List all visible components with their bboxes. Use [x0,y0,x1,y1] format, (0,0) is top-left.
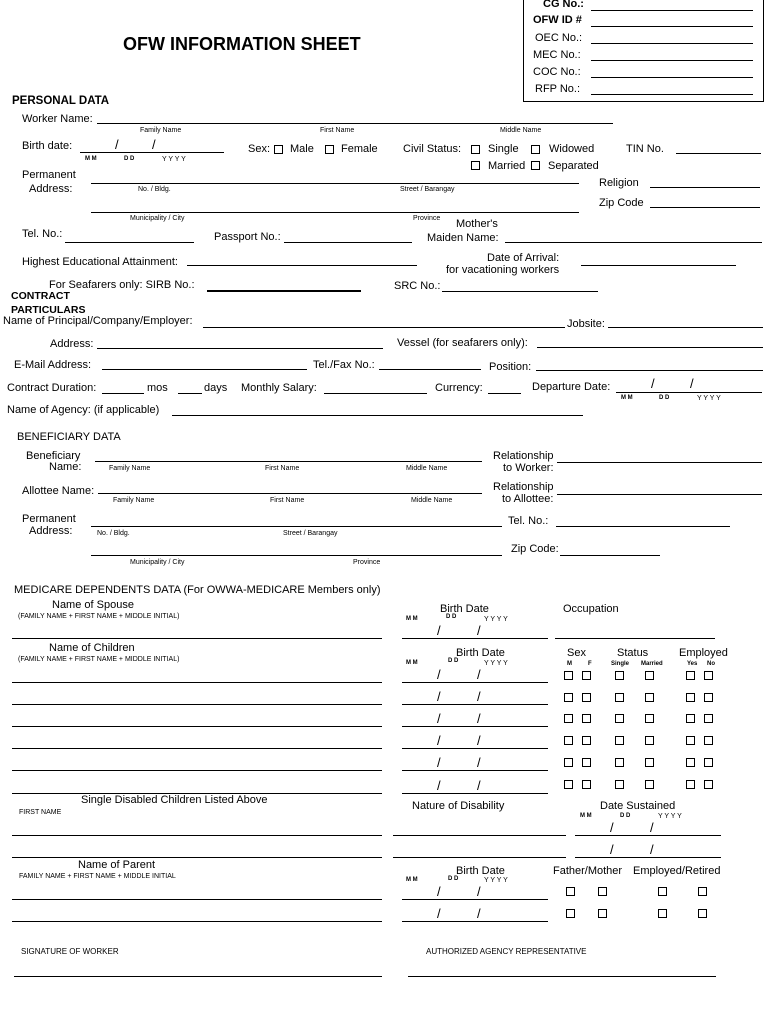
date-slash: / [437,778,441,793]
yyyy-caption: Y Y Y Y [484,660,508,667]
child-male-checkbox[interactable] [564,736,573,745]
family-name-caption: Family Name [113,497,155,504]
child-employed-no-checkbox[interactable] [704,736,713,745]
date-slash: / [437,689,441,704]
municipality-caption: Municipality / City [130,559,185,566]
municipality-caption: Municipality / City [130,215,185,222]
child-married-checkbox[interactable] [645,758,654,767]
rfp-label: RFP No.: [535,83,581,95]
child-female-checkbox[interactable] [582,780,591,789]
date-slash: / [651,376,655,391]
child-employed-yes-checkbox[interactable] [686,714,695,723]
date-sustained-field[interactable] [575,857,721,858]
relationship-label: Relationship [493,450,554,462]
relationship-label: Relationship [493,481,554,493]
cg-label: CG No.: [543,0,584,10]
child-name-field[interactable] [12,682,382,683]
relationship-worker-field[interactable] [557,462,762,463]
sex-col-label: Sex [567,647,586,659]
child-female-checkbox[interactable] [582,693,591,702]
civil-status-label: Civil Status: [403,143,462,155]
street-barangay-caption: Street / Barangay [283,530,338,537]
separated-checkbox[interactable] [531,161,540,170]
date-slash: / [477,906,481,921]
yyyy-caption: Y Y Y Y [162,156,186,163]
mm-caption: M M [406,616,418,622]
tin-field[interactable] [676,153,761,154]
currency-label: Currency: [435,382,483,394]
disabled-child-name-field[interactable] [12,835,382,836]
single-caption: Single [611,661,630,667]
dd-caption: D D [620,813,631,819]
mm-caption: M M [406,660,418,666]
position-field[interactable] [536,370,763,371]
maiden-name-label: Maiden Name: [427,232,499,244]
src-label: SRC No.: [394,280,441,292]
child-female-checkbox[interactable] [582,736,591,745]
duration-months-field[interactable] [102,393,144,394]
no-caption: No [707,661,715,667]
disability-nature-field[interactable] [393,857,566,858]
date-slash: / [477,667,481,682]
middle-name-caption: Middle Name [500,127,542,134]
departure-field[interactable] [616,392,762,393]
date-slash: / [690,376,694,391]
tel-label: Tel. No.: [22,228,63,240]
mec-field[interactable] [591,60,753,61]
telfax-field[interactable] [379,369,481,370]
child-birth-date-field[interactable] [402,793,548,794]
vessel-field[interactable] [537,347,763,348]
child-single-checkbox[interactable] [615,714,624,723]
parent-label: Name of Parent [78,859,156,871]
medicare-heading: MEDICARE DEPENDENTS DATA (For OWWA-MEDICARE Members only) [14,584,381,596]
child-employed-no-checkbox[interactable] [704,780,713,789]
date-slash: / [437,733,441,748]
parent-father-checkbox[interactable] [566,909,575,918]
child-employed-yes-checkbox[interactable] [686,693,695,702]
beneficiary-heading: BENEFICIARY DATA [17,431,121,443]
spouse-birth-date-label: Birth Date [440,603,489,615]
dd-caption: D D [446,614,457,620]
birth-date-field[interactable] [80,152,224,153]
mec-label: MEC No.: [533,49,581,61]
m-caption: M [567,661,572,667]
oec-label: OEC No.: [535,32,583,44]
f-caption: F [588,661,592,667]
beneficiary-tel-label: Tel. No.: [508,515,549,527]
date-slash: / [152,137,156,152]
child-name-field[interactable] [12,726,382,727]
middle-name-caption: Middle Name [406,465,448,472]
disability-nature-field[interactable] [393,835,566,836]
status-col-label: Status [617,647,649,659]
education-label: Highest Educational Attainment: [22,256,178,268]
dd-caption: D D [448,658,459,664]
mm-caption: M M [85,156,97,162]
province-caption: Province [413,215,441,222]
child-birth-date-field[interactable] [402,726,548,727]
duration-days-field[interactable] [178,393,202,394]
personal-data-heading: PERSONAL DATA [12,95,110,107]
dd-caption: D D [659,395,670,401]
child-married-checkbox[interactable] [645,780,654,789]
child-birth-date-field[interactable] [402,748,548,749]
sirb-field[interactable] [207,290,361,292]
sex-label: Sex: [248,143,271,155]
worker-name-field[interactable] [97,123,613,124]
passport-field[interactable] [284,242,412,243]
child-male-checkbox[interactable] [564,714,573,723]
mm-caption: M M [406,877,418,883]
separated-label: Separated [548,160,599,172]
dd-caption: D D [124,156,135,162]
beneficiary-municipality-field[interactable] [91,555,502,556]
position-label: Position: [489,361,532,373]
spouse-label: Name of Spouse [52,599,134,611]
mothers-label: Mother's [456,218,498,230]
first-name-caption: First Name [265,465,300,472]
parent-birth-date-label: Birth Date [456,865,505,877]
child-name-field[interactable] [12,748,382,749]
spouse-name-field[interactable] [12,638,382,639]
date-slash: / [650,820,654,835]
religion-field[interactable] [650,187,760,188]
permanent-label: Permanent [22,169,76,181]
parent-employed-checkbox[interactable] [658,887,667,896]
agency-label: Name of Agency: (if applicable) [7,404,160,416]
parent-retired-checkbox[interactable] [698,909,707,918]
employed-col-label: Employed [679,647,728,659]
date-slash: / [477,884,481,899]
coc-field[interactable] [591,77,753,78]
parent-employed-checkbox[interactable] [658,909,667,918]
child-employed-no-checkbox[interactable] [704,671,713,680]
child-married-checkbox[interactable] [645,736,654,745]
spouse-note: (FAMILY NAME + FIRST NAME + MIDDLE INITIAL) [18,613,180,620]
days-label: days [204,382,228,394]
sirb-label: For Seafarers only: SIRB No.: [49,279,195,291]
child-employed-yes-checkbox[interactable] [686,736,695,745]
religion-label: Religion [599,177,639,189]
no-bldg-caption: No. / Bldg. [138,186,171,193]
male-label: Male [290,143,314,155]
tel-field[interactable] [65,242,194,243]
married-caption: Married [641,661,663,667]
date-slash: / [477,733,481,748]
date-slash: / [437,623,441,638]
birth-date-label: Birth date: [22,140,73,152]
disabled-children-label: Single Disabled Children Listed Above [81,794,268,806]
tin-label: TIN No. [626,143,664,155]
child-employed-yes-checkbox[interactable] [686,780,695,789]
src-field[interactable] [442,291,598,292]
family-name-caption: Family Name [109,465,151,472]
first-name-caption: FIRST NAME [19,809,62,816]
duration-label: Contract Duration: [7,382,97,394]
worker-signature-label: SIGNATURE OF WORKER [21,947,119,956]
parent-father-checkbox[interactable] [566,887,575,896]
to-allottee-label: to Allottee: [502,493,554,505]
arrival-note: for vacationing workers [446,264,560,276]
parent-mother-checkbox[interactable] [598,887,607,896]
beneficiary-name-field[interactable] [95,461,482,462]
child-employed-yes-checkbox[interactable] [686,671,695,680]
email-field[interactable] [102,369,307,370]
mm-caption: M M [580,813,592,819]
parent-name-field[interactable] [12,921,382,922]
employed-retired-label: Employed/Retired [633,865,721,877]
worker-signature-field[interactable] [14,976,382,977]
salary-label: Monthly Salary: [241,382,317,394]
yes-caption: Yes [687,661,698,667]
parent-note: FAMILY NAME + FIRST NAME + MIDDLE INITIAL [19,873,176,880]
married-checkbox[interactable] [471,161,480,170]
date-slash: / [650,842,654,857]
married-label: Married [488,160,526,172]
date-slash: / [477,711,481,726]
vessel-label: Vessel (for seafarers only): [397,337,528,349]
arrival-label: Date of Arrival: [487,252,560,264]
departure-label: Departure Date: [532,381,611,393]
child-single-checkbox[interactable] [615,736,624,745]
father-mother-label: Father/Mother [553,865,623,877]
first-name-caption: First Name [270,497,305,504]
single-checkbox[interactable] [471,145,480,154]
female-checkbox[interactable] [325,145,334,154]
date-slash: / [437,884,441,899]
child-female-checkbox[interactable] [582,714,591,723]
spouse-birth-date-field[interactable] [402,638,548,639]
date-slash: / [477,689,481,704]
child-female-checkbox[interactable] [582,671,591,680]
page-title: OFW INFORMATION SHEET [123,34,361,54]
principal-field[interactable] [203,327,565,328]
child-male-checkbox[interactable] [564,780,573,789]
allottee-label: Allottee Name: [22,485,95,497]
single-label: Single [488,143,519,155]
child-birth-date-field[interactable] [402,770,548,771]
nature-disability-label: Nature of Disability [412,800,505,812]
beneficiary-label2: Name: [49,461,82,473]
male-checkbox[interactable] [274,145,283,154]
child-single-checkbox[interactable] [615,758,624,767]
education-field[interactable] [187,265,417,266]
date-sustained-label: Date Sustained [600,800,676,812]
beneficiary-address-field[interactable] [91,526,502,527]
occupation-label: Occupation [563,603,619,615]
date-slash: / [437,755,441,770]
date-slash: / [115,137,119,152]
female-label: Female [341,143,378,155]
ofw-id-label: OFW ID # [533,14,582,26]
permanent-address-field[interactable] [91,183,579,184]
province-caption: Province [353,559,381,566]
child-employed-no-checkbox[interactable] [704,714,713,723]
rfp-field[interactable] [591,94,753,95]
jobsite-label: Jobsite: [567,318,605,330]
widowed-label: Widowed [549,143,595,155]
yyyy-caption: Y Y Y Y [658,813,682,820]
child-birth-date-field[interactable] [402,682,548,683]
date-slash: / [437,906,441,921]
first-name-caption: First Name [320,127,355,134]
jobsite-field[interactable] [608,327,763,328]
child-married-checkbox[interactable] [645,714,654,723]
child-employed-yes-checkbox[interactable] [686,758,695,767]
address-label: Address: [29,525,73,537]
child-married-checkbox[interactable] [645,693,654,702]
zip-code-field[interactable] [650,207,760,208]
parent-birth-date-field[interactable] [402,921,548,922]
mm-caption: M M [621,395,633,401]
date-slash: / [610,820,614,835]
email-label: E-Mail Address: [14,359,92,371]
arrival-field[interactable] [581,265,736,266]
salary-field[interactable] [324,393,427,394]
contract-address-field[interactable] [97,348,383,349]
beneficiary-zip-field[interactable] [560,555,660,556]
date-slash: / [437,711,441,726]
cg-field[interactable] [591,10,753,11]
child-single-checkbox[interactable] [615,671,624,680]
principal-label: Name of Principal/Company/Employer: [3,315,193,327]
date-slash: / [477,623,481,638]
occupation-field[interactable] [555,638,715,639]
child-male-checkbox[interactable] [564,693,573,702]
parent-name-field[interactable] [12,899,382,900]
contract-heading-line2: PARTICULARS [11,304,86,316]
street-barangay-caption: Street / Barangay [400,186,455,193]
permanent-label: Permanent [22,513,76,525]
child-male-checkbox[interactable] [564,671,573,680]
child-employed-no-checkbox[interactable] [704,693,713,702]
to-worker-label: to Worker: [503,462,554,474]
widowed-checkbox[interactable] [531,145,540,154]
mos-label: mos [147,382,168,394]
child-female-checkbox[interactable] [582,758,591,767]
child-single-checkbox[interactable] [615,693,624,702]
children-label: Name of Children [49,642,135,654]
contract-address-label: Address: [50,338,94,350]
middle-name-caption: Middle Name [411,497,453,504]
address-label: Address: [29,183,73,195]
child-name-field[interactable] [12,770,382,771]
no-bldg-caption: No. / Bldg. [97,530,130,537]
oec-field[interactable] [591,43,753,44]
contract-heading-line1: CONTRACT [11,290,70,302]
parent-retired-checkbox[interactable] [698,887,707,896]
allottee-name-field[interactable] [98,493,482,494]
coc-label: COC No.: [533,66,581,78]
yyyy-caption: Y Y Y Y [697,395,721,402]
beneficiary-label1: Beneficiary [26,450,81,462]
telfax-label: Tel./Fax No.: [313,359,375,371]
date-slash: / [610,842,614,857]
children-birth-date-label: Birth Date [456,647,505,659]
child-male-checkbox[interactable] [564,758,573,767]
yyyy-caption: Y Y Y Y [484,877,508,884]
zip-code-label: Zip Code [599,197,644,209]
child-married-checkbox[interactable] [645,671,654,680]
maiden-name-field[interactable] [505,242,762,243]
child-employed-no-checkbox[interactable] [704,758,713,767]
passport-label: Passport No.: [214,231,281,243]
date-slash: / [477,778,481,793]
agency-field[interactable] [172,415,583,416]
family-name-caption: Family Name [140,127,182,134]
municipality-province-field[interactable] [91,212,579,213]
date-slash: / [477,755,481,770]
relationship-allottee-field[interactable] [557,494,762,495]
beneficiary-tel-field[interactable] [556,526,730,527]
date-slash: / [437,667,441,682]
worker-name-label: Worker Name: [22,113,93,125]
ofw-id-field[interactable] [591,26,753,27]
parent-birth-date-field[interactable] [402,899,548,900]
parent-mother-checkbox[interactable] [598,909,607,918]
yyyy-caption: Y Y Y Y [484,616,508,623]
child-single-checkbox[interactable] [615,780,624,789]
currency-field[interactable] [488,393,521,394]
agency-representative-field[interactable] [408,976,716,977]
agency-representative-label: AUTHORIZED AGENCY REPRESENTATIVE [426,947,587,956]
child-name-field[interactable] [12,704,382,705]
beneficiary-zip-label: Zip Code: [511,543,559,555]
children-note: (FAMILY NAME + FIRST NAME + MIDDLE INITIAL) [18,656,180,663]
disabled-child-name-field[interactable] [12,857,382,858]
date-sustained-field[interactable] [575,835,721,836]
child-birth-date-field[interactable] [402,704,548,705]
dd-caption: D D [448,876,459,882]
